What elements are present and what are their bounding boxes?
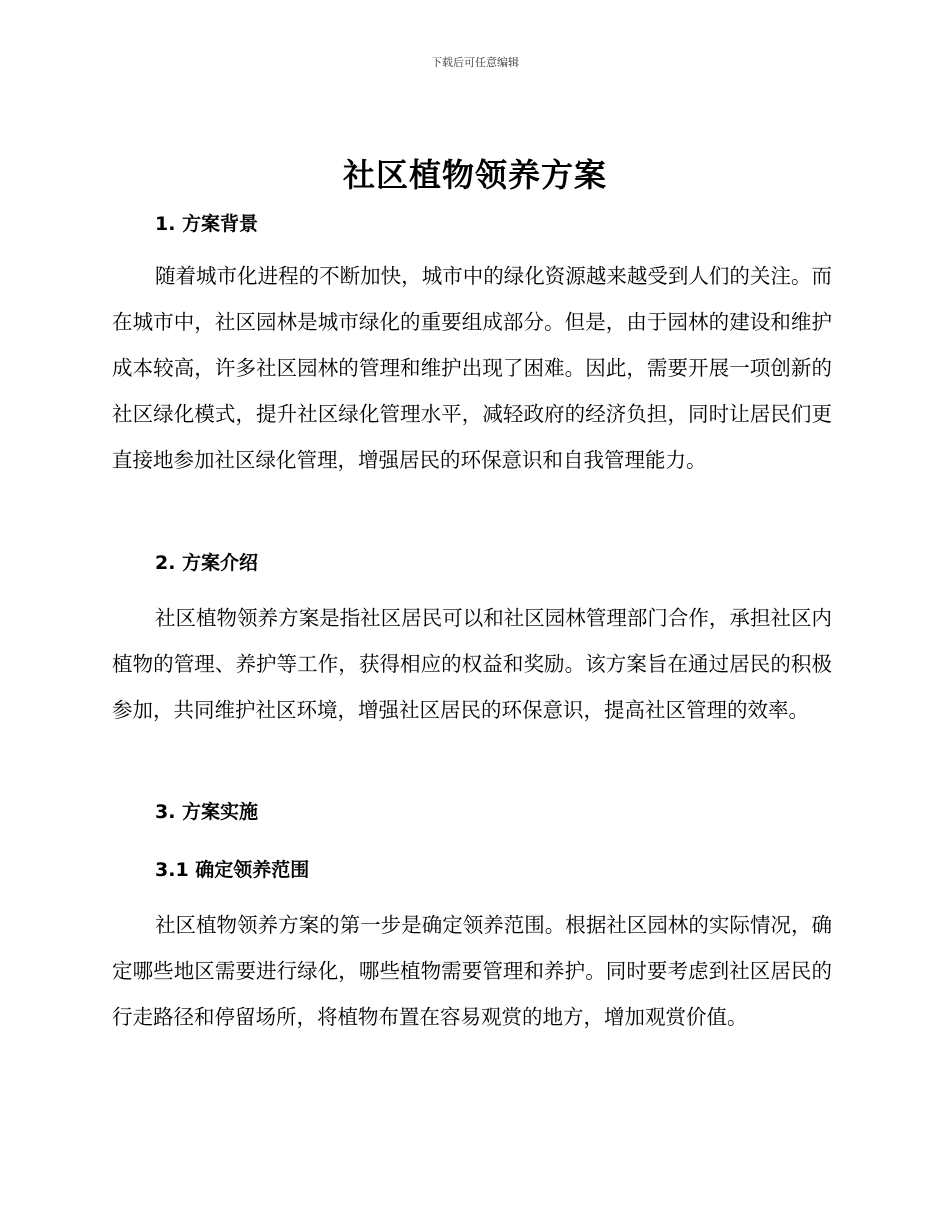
section-paragraph-background: 随着城市化进程的不断加快，城市中的绿化资源越来越受到人们的关注。而在城市中，社区园林是城市绿化的重要组成部分。但是，由于园林的建设和维护成本较高，许多社区园林的管理和维护出现了困难。因此，需要开展一项创新的社区绿化模式，提升社区绿化管理水平，减轻政府的经济负担，同时让居民们更直接地参加社区绿化管理，增强居民的环保意识和自我管理能力。 xyxy=(112,264,832,472)
document-title: 社区植物领养方案 xyxy=(342,156,607,194)
section-heading-background: 1. 方案背景 xyxy=(155,213,259,235)
subsection-heading-adoption-scope: 3.1 确定领养范围 xyxy=(155,859,310,881)
subsection-paragraph-adoption-scope: 社区植物领养方案的第一步是确定领养范围。根据社区园林的实际情况，确定哪些地区需要进行绿化，哪些植物需要管理和养护。同时要考虑到社区居民的行走路径和停留场所，将植物布置在容易观赏的地方，增加观赏价值。 xyxy=(112,913,832,1029)
section-paragraph-introduction: 社区植物领养方案是指社区居民可以和社区园林管理部门合作，承担社区内植物的管理、养护等工作，获得相应的权益和奖励。该方案旨在通过居民的积极参加，共同维护社区环境，增强社区居民的环保意识，提高社区管理的效率。 xyxy=(112,606,832,722)
page-header-note: 下载后可任意编辑 xyxy=(431,56,519,69)
section-heading-implementation: 3. 方案实施 xyxy=(155,801,259,823)
section-heading-introduction: 2. 方案介绍 xyxy=(155,552,259,574)
